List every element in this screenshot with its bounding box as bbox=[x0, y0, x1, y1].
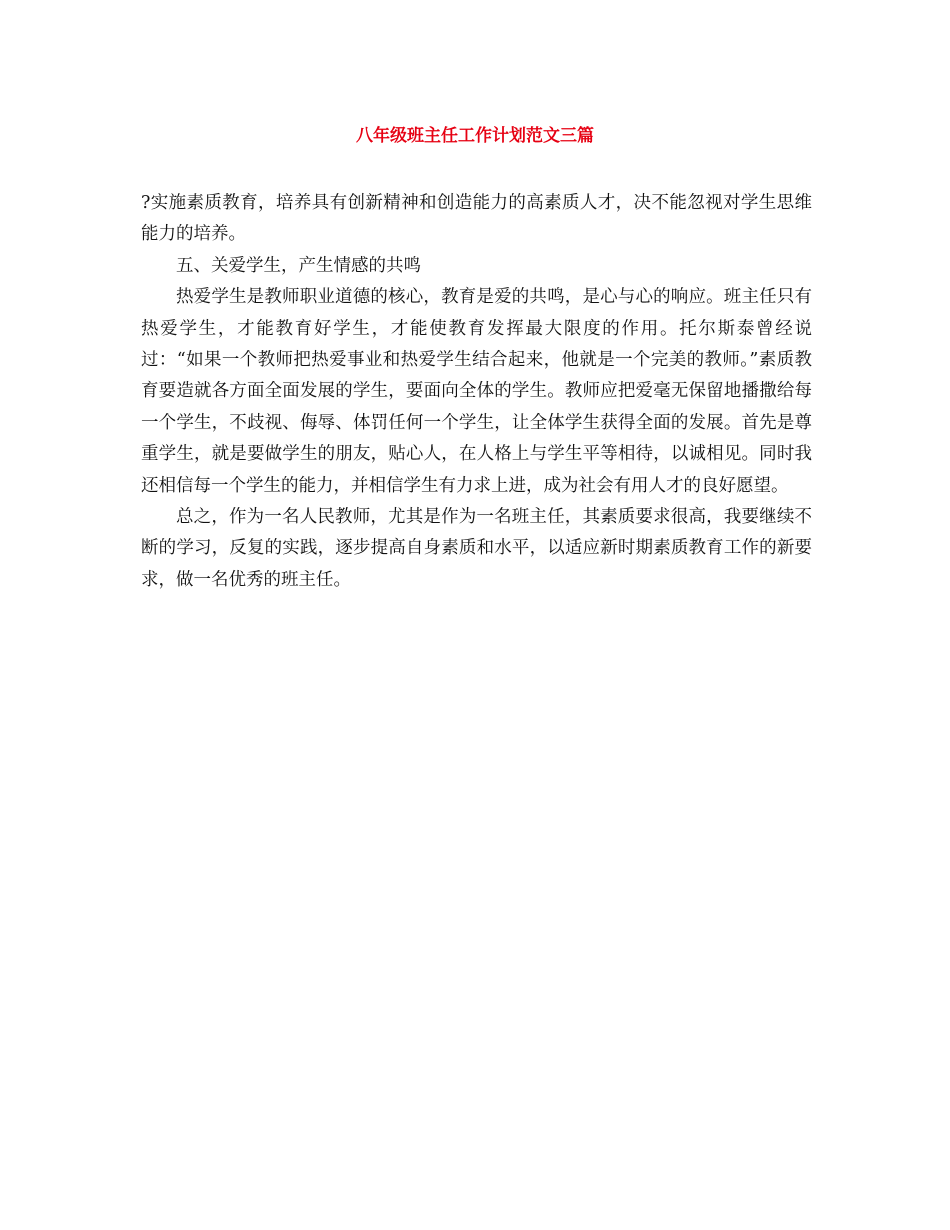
section-heading-care-students: 五、关爱学生，产生情感的共鸣 bbox=[176, 255, 421, 276]
document-title: 八年级班主任工作计划范文三篇 bbox=[356, 126, 594, 146]
paragraph-conclusion: 总之，作为一名人民教师，尤其是作为一名班主任，其素质要求很高，我要继续不断的学习，反复的实践，逐步提高自身素质和水平，以适应新时期素质教育工作的新要求，做一名优秀的班主任。 bbox=[141, 507, 812, 590]
paragraph-continuation: ?实施素质教育，培养具有创新精神和创造能力的高素质人才，决不能忽视对学生思维能力的培养。 bbox=[141, 193, 812, 245]
document-body bbox=[141, 188, 812, 596]
paragraph-love-students: 热爱学生是教师职业道德的核心，教育是爱的共鸣，是心与心的响应。班主任只有热爱学生，才能教育好学生，才能使教育发挥最大限度的作用。托尔斯泰曾经说过：“如果一个教师把热爱事业和热爱学生结合起来，他就是一个完美的教师。”素质教育要造就各方面全面发展的学生，要面向全体的学生。教师应把爱毫无保留地播撒给每一个学生，不歧视、侮辱、体罚任何一个学生，让全体学生获得全面的发展。首先是尊重学生，就是要做学生的朋友，贴心人，在人格上与学生平等相待，以诚相见。同时我还相信每一个学生的能力，并相信学生有力求上进，成为社会有用人才的良好愿望。 bbox=[141, 287, 812, 496]
